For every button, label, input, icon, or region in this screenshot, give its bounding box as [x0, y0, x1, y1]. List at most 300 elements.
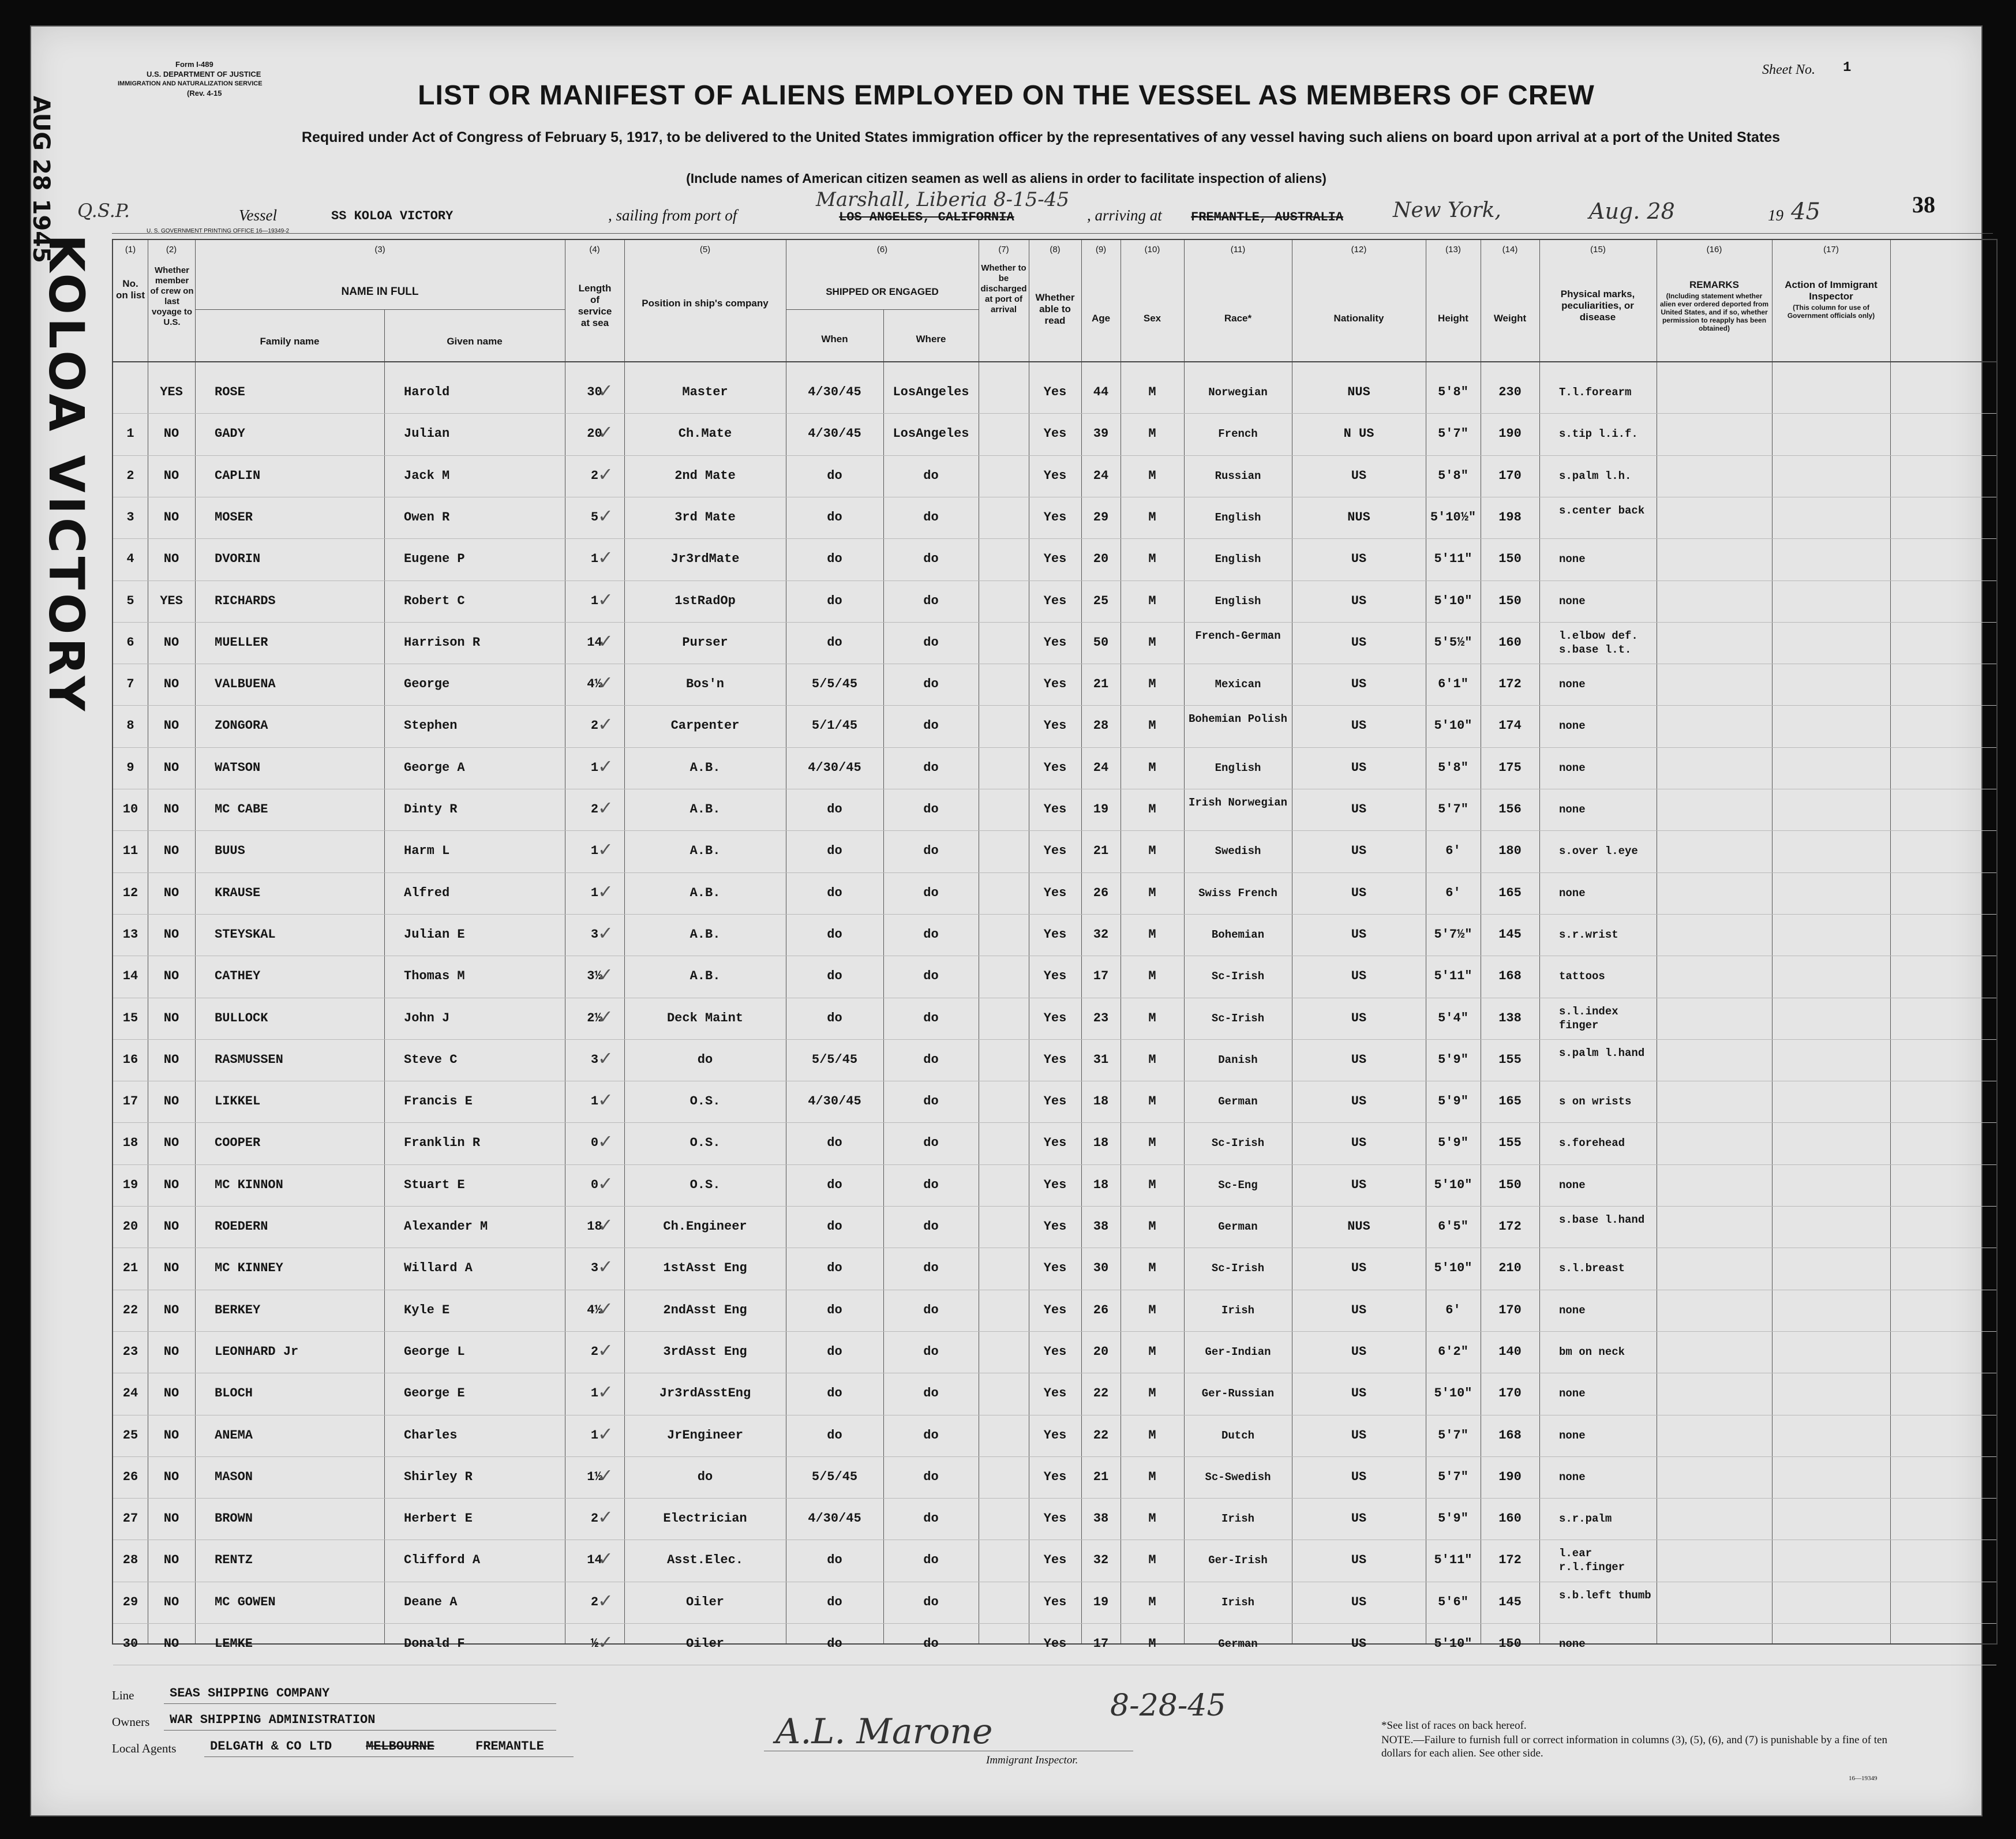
- row-weight: 165: [1498, 1094, 1522, 1109]
- row-nationality: US: [1351, 844, 1367, 859]
- penalty-note: NOTE.—Failure to furnish full or correct information in columns (3), (5), (6), and (7) is punishable by a fine of ten dollars for each alien. See other side.: [1381, 1734, 1887, 1759]
- row-position: Oiler: [685, 1594, 724, 1609]
- row-height: 5'9": [1438, 1094, 1468, 1109]
- row-where: do: [923, 1219, 939, 1234]
- row-height: 5'10": [1434, 718, 1472, 733]
- row-race: German: [1218, 1095, 1258, 1108]
- table-row: [113, 998, 1996, 1039]
- row-no: 19: [122, 1177, 138, 1192]
- row-age: 18: [1093, 1136, 1109, 1151]
- row-age: 19: [1093, 802, 1109, 816]
- colnum-2: (2): [166, 245, 177, 254]
- row-race: Dutch: [1221, 1429, 1254, 1442]
- row-weight: 150: [1498, 1177, 1522, 1192]
- row-nationality: US: [1351, 1177, 1367, 1192]
- row-service: 1: [590, 885, 599, 900]
- row-when: do: [827, 1136, 842, 1151]
- row-height: 5'7½": [1434, 927, 1472, 942]
- row-last-voyage: YES: [160, 385, 183, 399]
- row-height: 5'8": [1438, 760, 1468, 775]
- row-age: 26: [1093, 1302, 1109, 1317]
- check-mark-icon: ✓: [598, 755, 613, 777]
- row-race: Irish Norwegian: [1188, 796, 1288, 809]
- row-nationality: US: [1351, 1636, 1367, 1651]
- row-nationality: US: [1351, 1511, 1367, 1526]
- row-given-name: Harm L: [404, 844, 450, 859]
- row-read: Yes: [1043, 1553, 1067, 1568]
- row-age: 19: [1093, 1594, 1109, 1609]
- header-when: When: [821, 334, 848, 344]
- row-nationality: US: [1351, 1594, 1367, 1609]
- row-where: do: [923, 1344, 939, 1359]
- row-physical-marks: none: [1559, 1387, 1586, 1400]
- row-service: 3: [590, 927, 599, 942]
- table-row: [113, 664, 1996, 705]
- manifest-sheet: [30, 25, 1983, 1816]
- row-race: Norwegian: [1208, 386, 1268, 399]
- row-position: A.B.: [690, 760, 721, 775]
- row-no: 27: [122, 1511, 138, 1526]
- row-race: Danish: [1218, 1053, 1258, 1066]
- row-given-name: Robert C: [404, 593, 465, 608]
- row-family-name: RICHARDS: [215, 593, 276, 608]
- row-no: 10: [122, 802, 138, 816]
- row-weight: 138: [1498, 1010, 1522, 1025]
- row-nationality: US: [1351, 718, 1367, 733]
- row-read: Yes: [1043, 1136, 1067, 1151]
- row-age: 26: [1093, 885, 1109, 900]
- row-where: do: [923, 969, 939, 984]
- header-name-in-full: NAME IN FULL: [341, 286, 419, 298]
- row-age: 28: [1093, 718, 1109, 733]
- header-where: Where: [916, 334, 946, 344]
- row-no: 9: [126, 760, 134, 775]
- row-physical-marks: bm on neck: [1559, 1345, 1625, 1358]
- row-no: 23: [122, 1344, 138, 1359]
- table-row: [113, 622, 1996, 664]
- row-age: 32: [1093, 1553, 1109, 1568]
- header-shipped-engaged: SHIPPED OR ENGAGED: [826, 286, 939, 297]
- row-sex: M: [1148, 927, 1156, 942]
- check-mark-icon: ✓: [598, 630, 613, 652]
- row-age: 17: [1093, 969, 1109, 984]
- row-read: Yes: [1043, 426, 1067, 441]
- row-race: Irish: [1221, 1512, 1254, 1526]
- row-position: 1stAsst Eng: [663, 1261, 747, 1276]
- row-given-name: George E: [404, 1386, 465, 1401]
- row-read: Yes: [1043, 635, 1067, 650]
- row-read: Yes: [1043, 1386, 1067, 1401]
- row-age: 18: [1093, 1177, 1109, 1192]
- table-row: [113, 1623, 1996, 1665]
- row-read: Yes: [1043, 885, 1067, 900]
- vessel-label: Vessel: [239, 207, 277, 224]
- row-last-voyage: NO: [163, 1386, 179, 1401]
- table-row: [113, 455, 1996, 497]
- row-nationality: US: [1351, 760, 1367, 775]
- row-given-name: Dinty R: [404, 802, 458, 816]
- row-age: 39: [1093, 426, 1109, 441]
- row-when: 4/30/45: [808, 1511, 861, 1526]
- header-action: Action of Immigrant Inspector: [1785, 279, 1878, 302]
- row-sex: M: [1148, 468, 1156, 483]
- table-row: [113, 1164, 1996, 1206]
- row-height: 5'5½": [1434, 635, 1472, 650]
- row-read: Yes: [1043, 1594, 1067, 1609]
- date-stamp: AUG 28 1945: [28, 96, 54, 263]
- header-weight: Weight: [1493, 313, 1527, 324]
- row-physical-marks: s.l.breast: [1559, 1262, 1625, 1275]
- row-service: 2½: [587, 1010, 602, 1025]
- row-nationality: NUS: [1347, 1219, 1370, 1234]
- row-when: do: [827, 1386, 842, 1401]
- row-physical-marks: s.center back: [1559, 504, 1645, 517]
- row-physical-marks: tattoos: [1559, 970, 1605, 983]
- check-mark-icon: ✓: [598, 380, 613, 402]
- header-position: Position in ship's company: [642, 298, 769, 309]
- row-where: do: [923, 844, 939, 859]
- row-sex: M: [1148, 1386, 1156, 1401]
- colnum-15: (15): [1590, 245, 1606, 254]
- row-weight: 210: [1498, 1261, 1522, 1276]
- check-mark-icon: ✓: [598, 1464, 613, 1486]
- row-service: 3: [590, 1261, 599, 1276]
- row-given-name: Francis E: [404, 1094, 473, 1109]
- check-mark-icon: ✓: [598, 546, 613, 569]
- row-race: Mexican: [1215, 678, 1261, 691]
- arriving-port: FREMANTLE, AUSTRALIA: [1191, 210, 1344, 224]
- sheet-no-label: Sheet No.: [1762, 62, 1815, 77]
- table-row: [113, 413, 1996, 455]
- row-no: 30: [122, 1636, 138, 1651]
- row-family-name: MOSER: [215, 510, 253, 525]
- sailing-handwritten: Marshall, Liberia 8-15-45: [816, 188, 1069, 211]
- row-weight: 168: [1498, 969, 1522, 984]
- row-read: Yes: [1043, 927, 1067, 942]
- row-nationality: US: [1351, 1386, 1367, 1401]
- table-row: [113, 1456, 1996, 1498]
- colnum-1: (1): [125, 245, 136, 254]
- row-read: Yes: [1043, 1094, 1067, 1109]
- row-height: 5'8": [1438, 468, 1468, 483]
- check-mark-icon: ✓: [598, 672, 613, 694]
- row-sex: M: [1148, 635, 1156, 650]
- row-last-voyage: NO: [163, 1052, 179, 1067]
- crew-table: [112, 239, 1998, 1653]
- row-race: English: [1215, 761, 1261, 774]
- row-where: do: [923, 635, 939, 650]
- row-service: 4½: [587, 677, 602, 692]
- row-given-name: Kyle E: [404, 1302, 450, 1317]
- row-read: Yes: [1043, 1344, 1067, 1359]
- row-sex: M: [1148, 1219, 1156, 1234]
- row-physical-marks: none: [1559, 1470, 1586, 1484]
- row-family-name: RASMUSSEN: [215, 1052, 283, 1067]
- row-family-name: COOPER: [215, 1136, 261, 1151]
- row-weight: 150: [1498, 1636, 1522, 1651]
- row-age: 22: [1093, 1386, 1109, 1401]
- row-when: do: [827, 552, 842, 567]
- row-where: do: [923, 1052, 939, 1067]
- row-given-name: Jack M: [404, 468, 450, 483]
- table-row: [113, 538, 1996, 580]
- row-read: Yes: [1043, 1052, 1067, 1067]
- row-last-voyage: NO: [163, 1344, 179, 1359]
- row-position: A.B.: [690, 885, 721, 900]
- row-service: 1: [590, 1386, 599, 1401]
- row-when: 4/30/45: [808, 426, 861, 441]
- row-when: do: [827, 969, 842, 984]
- header-remarks-note: (Including statement whether alien ever ordered deported from United States, and if so, whether permission to reapply has been obtained): [1659, 292, 1769, 332]
- row-position: JrEngineer: [666, 1428, 744, 1443]
- row-no: 13: [122, 927, 138, 942]
- row-position: Carpenter: [670, 718, 740, 733]
- row-weight: 160: [1498, 1511, 1522, 1526]
- row-physical-marks: none: [1559, 1304, 1586, 1317]
- row-race: Irish: [1221, 1304, 1254, 1317]
- row-given-name: George A: [404, 760, 465, 775]
- row-race: Russian: [1215, 469, 1261, 482]
- row-no: 21: [122, 1261, 138, 1276]
- row-nationality: US: [1351, 1344, 1367, 1359]
- row-position: A.B.: [690, 844, 721, 859]
- check-mark-icon: ✓: [598, 797, 613, 819]
- check-mark-icon: ✓: [598, 588, 613, 610]
- check-mark-icon: ✓: [598, 463, 613, 485]
- row-position: O.S.: [690, 1094, 721, 1109]
- row-race: Swedish: [1215, 845, 1261, 858]
- service-name: IMMIGRATION AND NATURALIZATION SERVICE: [118, 80, 263, 87]
- row-height: 6': [1445, 885, 1461, 900]
- table-row: [113, 1498, 1996, 1540]
- row-read: Yes: [1043, 1636, 1067, 1651]
- row-where: do: [923, 1094, 939, 1109]
- row-sex: M: [1148, 1469, 1156, 1484]
- page-count: 38: [1912, 192, 1935, 218]
- row-service: 3: [590, 1052, 599, 1067]
- form-code: 16—19349: [1849, 1775, 1878, 1782]
- row-where: do: [923, 1636, 939, 1651]
- row-last-voyage: NO: [163, 760, 179, 775]
- row-where: do: [923, 510, 939, 525]
- row-no: 6: [126, 635, 134, 650]
- row-no: 22: [122, 1302, 138, 1317]
- row-where: do: [923, 1177, 939, 1192]
- row-height: 5'10": [1434, 1177, 1472, 1192]
- header-discharged: Whether to be discharged at port of arrival: [980, 263, 1027, 314]
- row-position: O.S.: [690, 1177, 721, 1192]
- row-height: 5'11": [1434, 552, 1472, 567]
- row-service: 18: [587, 1219, 602, 1234]
- row-family-name: MC CABE: [215, 802, 268, 816]
- row-physical-marks: none: [1559, 720, 1586, 733]
- colnum-10: (10): [1144, 245, 1160, 254]
- check-mark-icon: ✓: [598, 1548, 613, 1570]
- row-last-voyage: NO: [163, 969, 179, 984]
- row-service: 0: [590, 1177, 599, 1192]
- owners-label: Owners: [112, 1715, 150, 1729]
- year-prefix: 19: [1768, 207, 1783, 224]
- row-last-voyage: NO: [163, 718, 179, 733]
- row-read: Yes: [1043, 844, 1067, 859]
- row-age: 50: [1093, 635, 1109, 650]
- colnum-17: (17): [1823, 245, 1839, 254]
- row-sex: M: [1148, 1553, 1156, 1568]
- row-position: A.B.: [690, 927, 721, 942]
- row-position: 3rd Mate: [675, 510, 736, 525]
- header-family-name: Family name: [260, 336, 320, 347]
- row-height: 5'7": [1438, 426, 1468, 441]
- row-given-name: Eugene P: [404, 552, 465, 567]
- row-position: O.S.: [690, 1136, 721, 1151]
- row-no: 18: [122, 1136, 138, 1151]
- row-when: 5/1/45: [811, 718, 858, 733]
- row-where: do: [923, 468, 939, 483]
- row-read: Yes: [1043, 510, 1067, 525]
- row-physical-marks: s.palm l.hand: [1559, 1046, 1645, 1059]
- signature-date: 8-28-45: [1110, 1688, 1226, 1723]
- row-weight: 180: [1498, 844, 1522, 859]
- check-mark-icon: ✓: [598, 1339, 613, 1361]
- row-where: LosAngeles: [893, 385, 969, 399]
- row-family-name: ROSE: [215, 385, 245, 399]
- row-family-name: MUELLER: [215, 635, 268, 650]
- row-read: Yes: [1043, 1010, 1067, 1025]
- header-remarks: REMARKS: [1689, 279, 1739, 290]
- row-where: do: [923, 677, 939, 692]
- row-nationality: US: [1351, 468, 1367, 483]
- vessel-name: SS KOLOA VICTORY: [331, 209, 454, 223]
- row-position: Master: [682, 385, 728, 399]
- department-name: U.S. DEPARTMENT OF JUSTICE: [147, 70, 261, 78]
- row-sex: M: [1148, 718, 1156, 733]
- row-position: Asst.Elec.: [666, 1553, 744, 1568]
- row-position: Purser: [682, 635, 728, 650]
- row-height: 6'5": [1438, 1219, 1468, 1234]
- row-weight: 150: [1498, 552, 1522, 567]
- header-sex: Sex: [1143, 313, 1161, 324]
- row-service: 2: [590, 718, 599, 733]
- row-age: 18: [1093, 1094, 1109, 1109]
- colnum-7: (7): [998, 245, 1009, 254]
- row-nationality: US: [1351, 885, 1367, 900]
- sheet-no-value: 1: [1843, 60, 1852, 76]
- row-physical-marks: l.elbow def. s.base l.t.: [1559, 629, 1638, 656]
- row-no: [113, 372, 148, 413]
- row-age: 20: [1093, 1344, 1109, 1359]
- year-handwritten: 45: [1791, 198, 1820, 225]
- row-physical-marks: s.r.palm: [1559, 1512, 1612, 1526]
- row-where: do: [923, 1428, 939, 1443]
- initials-mark: Q.S.P.: [77, 200, 130, 222]
- row-height: 5'10½": [1430, 510, 1477, 525]
- check-mark-icon: ✓: [598, 1172, 613, 1194]
- row-weight: 230: [1498, 385, 1522, 399]
- row-height: 6'1": [1438, 677, 1468, 692]
- row-last-voyage: NO: [163, 1219, 179, 1234]
- row-weight: 155: [1498, 1052, 1522, 1067]
- row-nationality: NUS: [1347, 510, 1370, 525]
- row-family-name: ANEMA: [215, 1428, 253, 1443]
- row-read: Yes: [1043, 718, 1067, 733]
- row-age: 24: [1093, 760, 1109, 775]
- row-service: 2: [590, 1594, 599, 1609]
- row-service: ½: [590, 1636, 599, 1651]
- row-last-voyage: NO: [163, 1136, 179, 1151]
- row-service: 1: [590, 593, 599, 608]
- row-when: 4/30/45: [808, 1094, 861, 1109]
- row-last-voyage: NO: [163, 1428, 179, 1443]
- table-row: [113, 914, 1996, 956]
- row-where: do: [923, 1261, 939, 1276]
- table-row: [113, 747, 1996, 789]
- row-nationality: US: [1351, 1428, 1367, 1443]
- row-height: 5'8": [1438, 385, 1468, 399]
- row-sex: M: [1148, 969, 1156, 984]
- row-read: Yes: [1043, 1302, 1067, 1317]
- check-mark-icon: ✓: [598, 1047, 613, 1069]
- row-where: do: [923, 1386, 939, 1401]
- row-position: Ch.Mate: [678, 426, 732, 441]
- row-given-name: Alfred: [404, 885, 450, 900]
- check-mark-icon: ✓: [598, 421, 613, 444]
- row-family-name: CAPLIN: [215, 468, 261, 483]
- table-row: [113, 580, 1996, 622]
- row-last-voyage: NO: [163, 635, 179, 650]
- row-last-voyage: NO: [163, 1010, 179, 1025]
- row-nationality: US: [1351, 927, 1367, 942]
- row-sex: M: [1148, 844, 1156, 859]
- row-age: 21: [1093, 677, 1109, 692]
- row-family-name: ZONGORA: [215, 718, 268, 733]
- row-weight: 190: [1498, 426, 1522, 441]
- row-weight: 175: [1498, 760, 1522, 775]
- row-last-voyage: YES: [160, 593, 183, 608]
- row-age: 22: [1093, 1428, 1109, 1443]
- row-weight: 170: [1498, 468, 1522, 483]
- row-when: do: [827, 1219, 842, 1234]
- row-where: do: [923, 1302, 939, 1317]
- row-read: Yes: [1043, 1219, 1067, 1234]
- row-when: do: [827, 1261, 842, 1276]
- row-height: 5'9": [1438, 1136, 1468, 1151]
- row-physical-marks: s.r.wrist: [1559, 928, 1618, 941]
- row-service: 1: [590, 760, 599, 775]
- header-length-of-service: Length of service at sea: [578, 283, 612, 328]
- row-nationality: US: [1351, 1094, 1367, 1109]
- row-race: Swiss French: [1198, 886, 1277, 900]
- row-given-name: Clifford A: [404, 1553, 481, 1568]
- row-physical-marks: s.forehead: [1559, 1137, 1625, 1150]
- row-service: 1: [590, 1094, 599, 1109]
- row-nationality: US: [1351, 677, 1367, 692]
- row-family-name: ROEDERN: [215, 1219, 268, 1234]
- row-where: do: [923, 885, 939, 900]
- row-race: Irish: [1221, 1595, 1254, 1609]
- row-race: Sc-Irish: [1211, 1012, 1265, 1025]
- row-last-voyage: NO: [163, 885, 179, 900]
- row-where: do: [923, 1136, 939, 1151]
- row-physical-marks: l.ear r.l.finger: [1559, 1547, 1625, 1574]
- row-when: do: [827, 1302, 842, 1317]
- table-row: [113, 1290, 1996, 1331]
- row-when: do: [827, 927, 842, 942]
- row-last-voyage: NO: [163, 468, 179, 483]
- row-sex: M: [1148, 1136, 1156, 1151]
- row-read: Yes: [1043, 385, 1067, 399]
- header-last-voyage: Whether member of crew on last voyage to U.S.: [150, 265, 194, 327]
- row-when: do: [827, 468, 842, 483]
